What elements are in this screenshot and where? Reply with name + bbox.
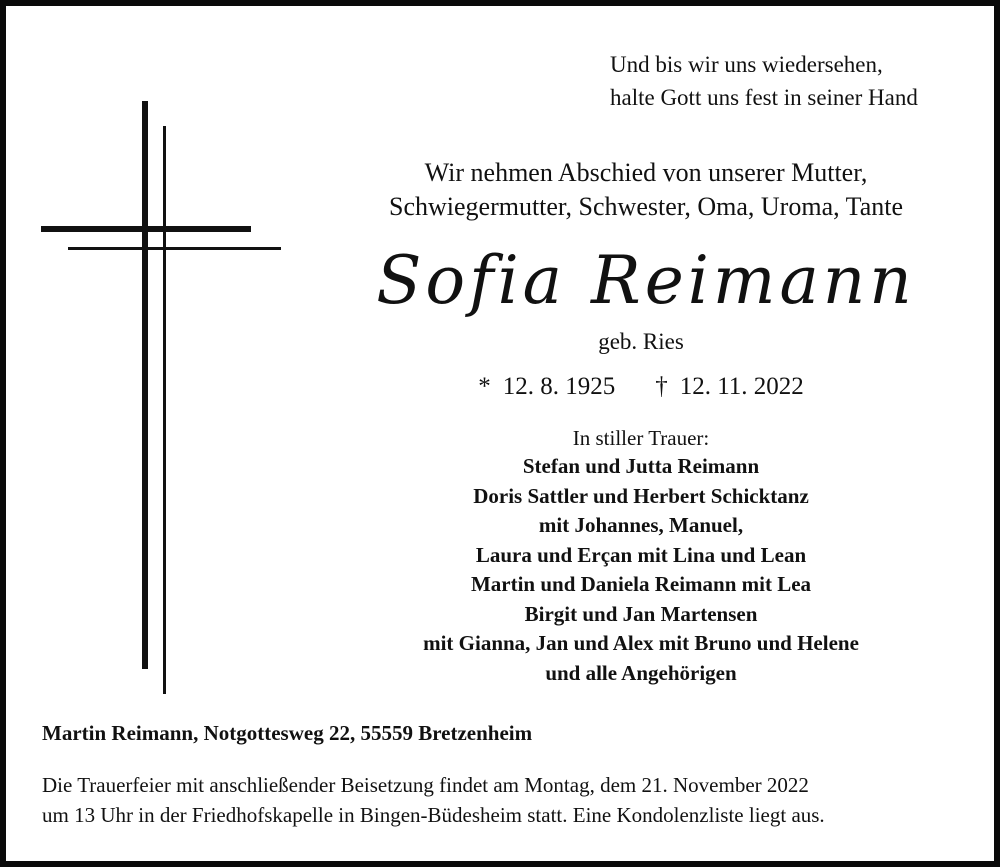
birth-date: 12. 8. 1925 (502, 373, 616, 400)
death-symbol: † (655, 373, 668, 400)
mourner-line: Martin und Daniela Reimann mit Lea (470, 572, 812, 596)
life-dates (306, 370, 976, 404)
intro-line-2: Schwiegermutter, Schwester, Oma, Uroma, Tante (388, 192, 904, 221)
mourner-line: Doris Sattler und Herbert Schicktanz (473, 483, 809, 508)
mourners-list (306, 452, 976, 688)
cross-vertical-thin (163, 126, 166, 694)
motto-line-1: Und bis wir uns wiedersehen, (610, 52, 883, 77)
cross-horizontal-thick (41, 226, 251, 232)
motto-line-2: halte Gott uns fest in seiner Hand (610, 85, 918, 110)
mourners-heading: In stiller Trauer: (572, 426, 710, 450)
mourner-line: Stefan und Jutta Reimann (522, 454, 760, 478)
death-date: 12. 11. 2022 (679, 373, 804, 400)
deceased-name: Sofia Reimann (376, 242, 916, 319)
intro-line-1: Wir nehmen Abschied von unserer Mutter, (424, 158, 868, 187)
mourner-line: mit Johannes, Manuel, (538, 513, 744, 537)
mourner-line: Laura und Erçan mit Lina und Lean (475, 542, 807, 567)
cross-horizontal-thin (68, 247, 281, 250)
motto-quote (566, 48, 986, 114)
mourner-line: Birgit und Jan Martensen (524, 601, 758, 626)
mourner-line: und alle Angehörigen (545, 660, 737, 685)
service-line-2: um 13 Uhr in der Friedhofskapelle in Bingen-Büdesheim statt. Eine Kondolenzliste liegt aus. (42, 803, 825, 827)
maiden-name: geb. Ries (598, 329, 684, 354)
birth-symbol: * (478, 373, 491, 400)
mourner-line: mit Gianna, Jan und Alex mit Bruno und Helene (423, 631, 859, 655)
service-notice (42, 770, 982, 830)
service-line-1: Die Trauerfeier mit anschließender Beisetzung findet am Montag, dem 21. November 2022 (42, 773, 809, 797)
farewell-intro (306, 156, 986, 224)
cross-vertical-thick (142, 101, 148, 669)
contact-address: Martin Reimann, Notgottesweg 22, 55559 Bretzenheim (42, 721, 533, 745)
